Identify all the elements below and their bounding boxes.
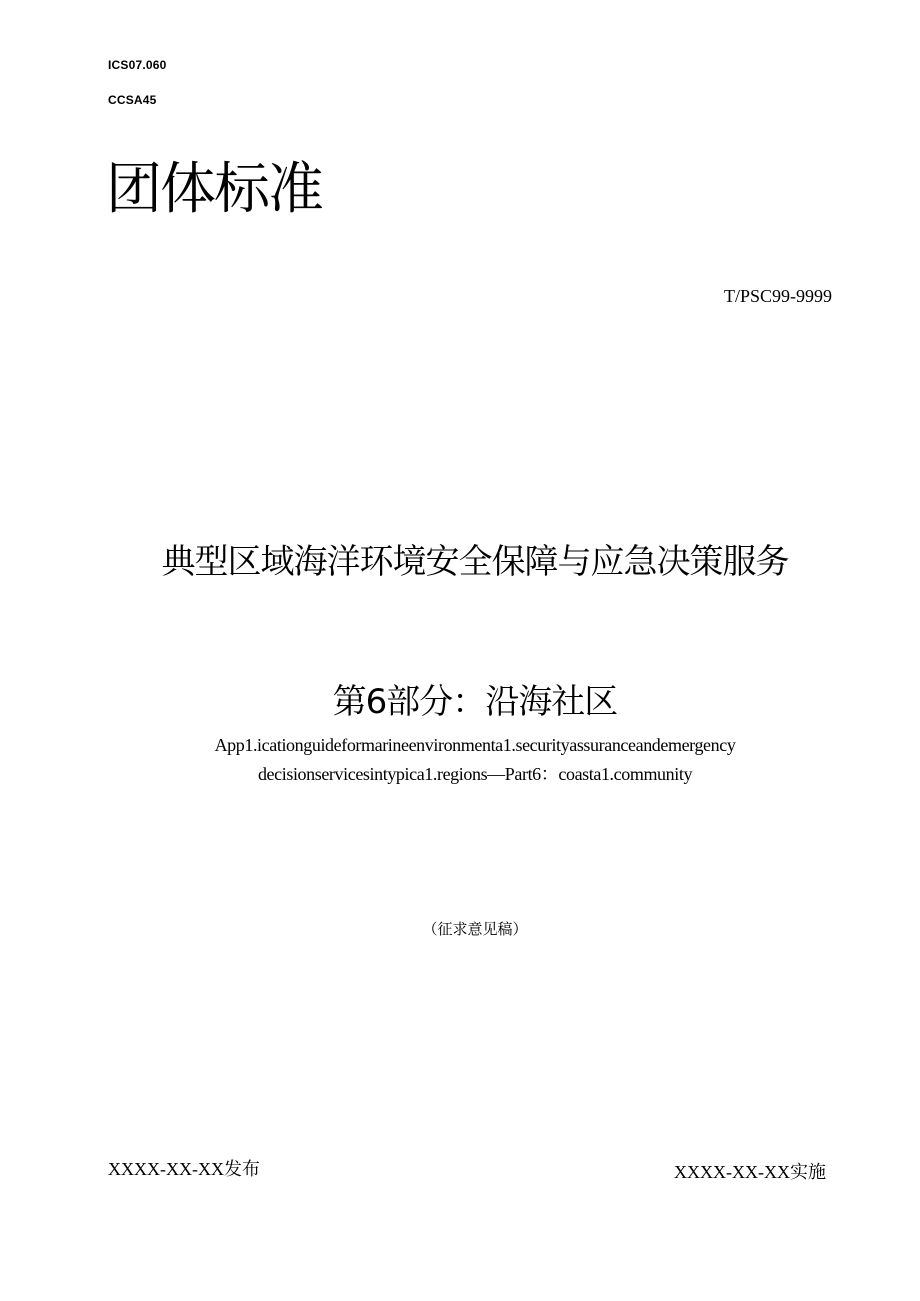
standard-number: T/PSC99-9999 <box>723 286 832 306</box>
implementation-date <box>674 1158 826 1184</box>
part-title: 第6部分：沿海社区 <box>332 682 618 722</box>
english-title <box>120 731 830 789</box>
draft-status-note: （征求意见稿） <box>422 920 528 938</box>
ccs-code: CCSA45 <box>108 93 157 107</box>
english-title-line-2: decisionservicesintypica1.regions—Part6：coasta1.community <box>257 764 693 784</box>
implementation-date-label: 实施 <box>790 1162 826 1183</box>
publish-date <box>108 1155 260 1181</box>
standard-type-heading: 团体标准 <box>106 157 322 222</box>
publish-date-value: XXXX-XX-XX <box>108 1159 224 1179</box>
publish-date-label: 发布 <box>223 1159 260 1180</box>
ics-code: ICS07.060 <box>108 58 167 72</box>
implementation-date-value: XXXX-XX-XX <box>674 1162 790 1182</box>
english-title-line-1: App1.icationguideformarineenvironmenta1.securityassuranceandemergency <box>214 735 736 755</box>
document-title: 典型区域海洋环境安全保障与应急决策服务 <box>161 542 789 582</box>
